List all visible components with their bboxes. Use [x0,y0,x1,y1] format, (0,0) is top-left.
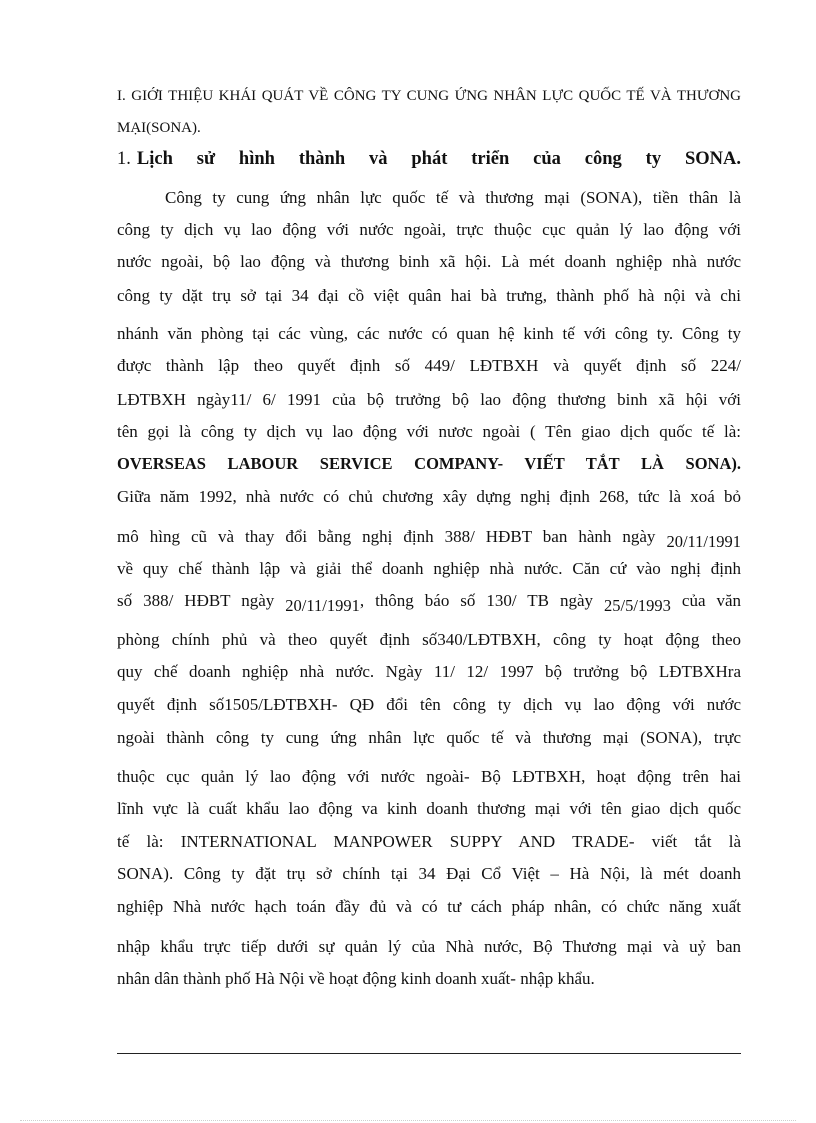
paragraph-line: công ty dịch vụ lao động với nước ngoài, trực thuộc cục quản lý lao động với [117,220,741,239]
paragraph-line: nước ngoài, bộ lao động và thương binh xã hội. Là mét doanh nghiệp nhà nước [117,252,741,271]
paragraph-line: nghiệp Nhà nước hạch toán đầy đủ và có tư cách pháp nhân, có chức năng xuất [117,897,741,916]
paragraph-line [117,585,741,617]
paragraph-line: quyết định số1505/LĐTBXH- QĐ đổi tên công ty dịch vụ lao động với nước [117,695,741,714]
paragraph-line: nhân dân thành phố Hà Nội về hoạt động kinh doanh xuất- nhập khẩu. [117,969,595,988]
paragraph-line: về quy chế thành lập và giải thể doanh nghiệp nhà nước. Căn cứ vào nghị định [117,559,741,578]
paragraph-line: quy chế doanh nghiệp nhà nước. Ngày 11/ 12/ 1997 bộ trưởng bộ LĐTBXHra [117,662,741,681]
paragraph-line: nhánh văn phòng tại các vùng, các nước có quan hệ kinh tế với công ty. Công ty [117,324,741,343]
date-text: 20/11/1991 [285,596,360,615]
subsection-title: Lịch sử hình thành và phát triển của công ty SONA. [136,149,741,169]
paragraph-line: lĩnh vực là cuất khẩu lao động va kinh doanh thương mại với tên giao dịch quốc [117,799,741,818]
subsection-number: 1. [117,149,131,169]
date-text: 20/11/1991 [666,532,742,551]
line-text: mô hìng cũ và thay đổi bằng nghị định 388/ HĐBT ban hành ngày [117,527,656,546]
line-text: của văn [681,591,742,610]
section-heading: I. GIỚI THIỆU KHÁI QUÁT VỀ CÔNG TY CUNG ỨNG NHÂN LỰC QUỐC TẾ VÀ THƯƠNG MẠI(SONA). [117,88,741,136]
line-text: số 388/ HĐBT ngày [117,591,275,610]
subsection-heading [117,143,741,175]
date-text: 25/5/1993 [604,596,671,615]
paragraph-line: Giữa năm 1992, nhà nước có chủ chương xây dựng nghị định 268, tức là xoá bỏ [117,487,741,506]
paragraph-line: LĐTBXH ngày11/ 6/ 1991 của bộ trưởng bộ lao động thương binh xã hội với [117,390,741,409]
line-text: , thông báo số 130/ TB ngày [359,591,594,610]
paragraph-line: nhập khẩu trực tiếp dưới sự quản lý của Nhà nước, Bộ Thương mại và uỷ ban [117,937,741,956]
paragraph-line: Công ty cung ứng nhân lực quốc tế và thương mại (SONA), tiền thân là [165,188,741,207]
paragraph-line: tế là: INTERNATIONAL MANPOWER SUPPY AND TRADE- viết tắt là [117,832,741,851]
paragraph-line: ngoài thành công ty cung ứng nhân lực quốc tế và thương mại (SONA), trực [117,728,741,747]
paragraph-line: thuộc cục quản lý lao động với nước ngoài- Bộ LĐTBXH, hoạt động trên hai [117,767,741,786]
paragraph-line: được thành lập theo quyết định số 449/ LĐTBXH và quyết định số 224/ [117,356,741,375]
paragraph-line: công ty dặt trụ sở tại 34 đại cồ việt quân hai bà trưng, thành phố hà nội và chi [117,286,741,305]
footer-rule [117,1053,741,1054]
paragraph-line: SONA). Công ty đặt trụ sở chính tại 34 Đại Cổ Việt – Hà Nội, là mét doanh [117,864,741,883]
paragraph-line-bold: OVERSEAS LABOUR SERVICE COMPANY- VIẾT TẮT LÀ SONA). [117,454,741,473]
paragraph-line: tên gọi là công ty dịch vụ lao động với nươc ngoài ( Tên giao dịch quốc tế là: [117,422,741,441]
page-bottom-border [20,1120,796,1121]
paragraph-line [117,521,741,553]
paragraph-line: phòng chính phủ và theo quyết định số340/LĐTBXH, công ty hoạt động theo [117,630,741,649]
